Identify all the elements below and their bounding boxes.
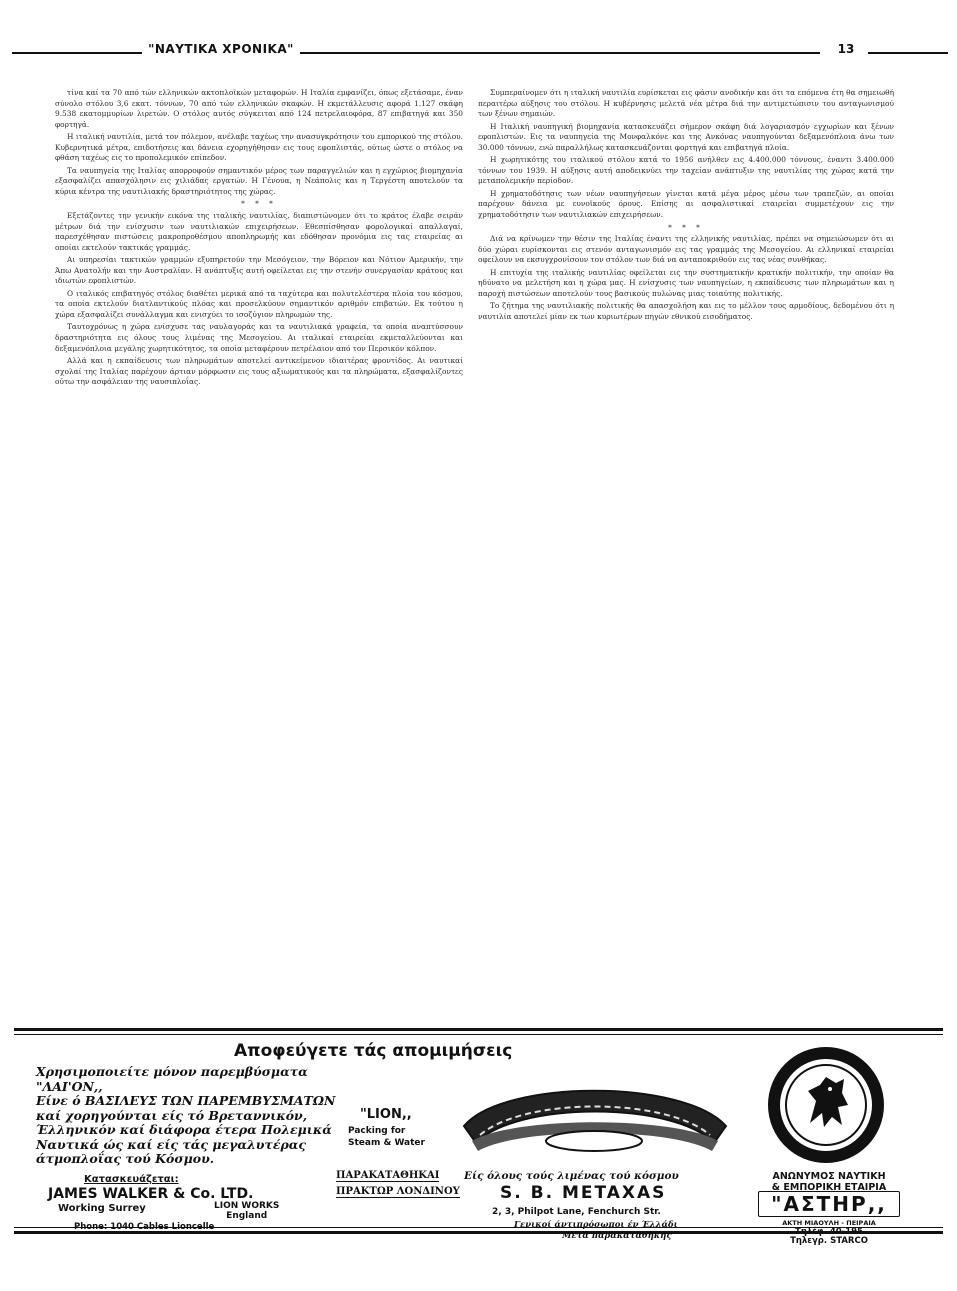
ad-works-name: LION WORKS <box>214 1201 280 1211</box>
paragraph: Η επιτυχία της ιταλικής ναυτιλίας οφείλεται εις την συστηματικήν κρατικήν πολιτικήν, την οποίαν θα ηδύνατο να μελετήση και η χώρα μας. Η ενίσχυσις των ναυπηγείων, η εκπαίδευσις των πληρωμάτων και η παροχή πιστώσεων αποτελούν τους βασικούς πυλώνας μιας τοιαύτης πολιτικής. <box>478 267 894 298</box>
ad-general-stock: Μετά παρακαταθήκης <box>562 1231 672 1241</box>
page-number: 13 <box>837 42 855 56</box>
paragraph: Ο ιταλικός επιβατηγός στόλος διαθέτει μερικά από τα ταχύτερα και πολυτελέστερα πλοία του κόσμου, τα οποία εκτελούν διατλαντικούς πλόας και προσελκύουν σημαντικόν αριθμόν επιβατών. Εκ τούτου η χώρα εξασφαλίζει συνάλλαγμα και ενισχύει το ισοζύγιον πληρωμών της. <box>55 288 463 319</box>
ad-depot-label: ΠΑΡΑΚΑΤΑΘΗΚΑΙ <box>336 1170 440 1181</box>
ad-headline: Αποφεύγετε τάς απομιμήσεις <box>234 1041 513 1061</box>
header-rule <box>868 52 948 54</box>
article-column-left <box>55 88 463 1013</box>
ad-company-address: ΑΚΤΗ ΜΙΑΟΥΛΗ - ΠΕΙΡΑΙΑ <box>782 1219 876 1227</box>
header-rule <box>12 52 142 54</box>
paragraph: Διά να κρίνωμεν την θέσιν της Ιταλίας έναντι της ελληνικής ναυτιλίας, πρέπει να σημειώσωμεν ότι αι δύο χώραι ευρίσκονται εις στενόν ανταγωνισμόν εις τας γραμμάς της Μεσογείου. Αι ελληνικαί εταιρείαι οφείλουν να εκσυγχρονίσουν τον στόλον των διά να ανταποκριθούν εις τας νέας συνθήκας. <box>478 234 894 265</box>
section-separator: * * * <box>241 199 277 209</box>
ad-brand: "LION,, <box>360 1107 412 1122</box>
paragraph: Η χρηματοδότησις των νέων ναυπηγήσεων γίνεται κατά μέγα μέρος μέσω των τραπεζών, αι οποίαι παρέχουν δάνεια με ευνοϊκούς όρους. Επίσης αι ασφαλιστικαί εταιρείαι συμμετέχουν εις την χρηματοδότησιν των ναυτιλιακών επιχειρήσεων. <box>478 188 894 220</box>
paragraph: Ταυτοχρόνως η χώρα ενίσχυσε τας ναυλαγοράς και τα ναυτιλιακά γραφεία, τα οποία αναπτύσσουν δραστηριότητα εις όλους τους λιμένας της Μεσογείου. Αι ιταλικαί εταιρείαι εκμεταλλεύονται και δεξαμενόπλοια μεγάλης χωρητικότητος, τα οποία μεταφέρουν πετρέλαιον από τον Περσικόν κόλπον. <box>55 322 463 353</box>
newspaper-title: "ΝΑΥΤΙΚΑ ΧΡΟΝΙΚΑ" <box>148 42 294 56</box>
ad-packing-line: Steam & Water <box>348 1138 425 1148</box>
lion-brand-badge <box>764 1043 888 1167</box>
page-header <box>0 38 957 72</box>
ad-phone: Phone: 1040 Cables Lioncelle <box>74 1222 215 1232</box>
ad-border <box>14 1034 943 1035</box>
ad-general-agents: Γενικοί άντιπρόσωποι έν Έλλάδι <box>514 1220 678 1230</box>
ad-product-text <box>36 1065 336 1167</box>
packing-ring-illustration <box>444 1071 744 1161</box>
paragraph: Αλλά και η εκπαίδευσις των πληρωμάτων αποτελεί αντικείμενον ιδιαιτέρας φροντίδος. Αι ναυτικαί σχολαί της Ιταλίας παρέχουν άρτιαν μόρφωσιν εις τους αξιωματικούς και τα πληρώματα, εξασφαλίζοντες ούτω την ασφάλειαν της ναυσιπλοΐας. <box>55 356 463 387</box>
advertisement <box>14 1028 943 1246</box>
article-column-right <box>478 88 894 1013</box>
ad-company-line: & ΕΜΠΟΡΙΚΗ ΕΤΑΙΡΙΑ <box>771 1182 887 1193</box>
ad-works-country: England <box>226 1211 268 1221</box>
paragraph: Η Ιταλική ναυπηγική βιομηχανία κατασκευάζει σήμερον σκάφη διά λογαριασμόν εγχωρίων και ξένων εφοπλιστών. Εις τα ναυπηγεία της Μονφαλκόνε και της Ανκόνας ναυπηγούνται δεξαμενόπλοια άνω των 30.000 τόννων, ενώ παραλλήλως κατασκευάζονται φορτηγά και επιβατηγά πλοία. <box>478 121 894 152</box>
ad-company-name: "ΑΣΤΗΡ,, <box>758 1191 900 1217</box>
ad-company <box>734 1171 924 1193</box>
ad-ports: Είς όλους τούς λιμένας τού κόσμου <box>464 1170 679 1182</box>
ad-packing <box>348 1125 425 1149</box>
ad-packing-line: Packing for <box>348 1126 406 1136</box>
paragraph: Η χωρητικότης του ιταλικού στόλου κατά το 1956 ανήλθεν εις 4.400.000 τόννους, έναντι 3.400.000 τόννων του 1939. Η αύξησις αυτή αποδεικνύει την ταχείαν ανάπτυξιν της ναυτιλίας της χώρας κατά την μεταπολεμικήν περίοδον. <box>478 155 894 186</box>
section-separator: * * * <box>668 222 704 232</box>
ad-use-line: Χρησιμοποιείτε μόνον παρεμβύσματα "ΛΑΙ'ΟΝ,, <box>36 1064 308 1094</box>
ad-maker: JAMES WALKER & Co. LTD. <box>48 1186 254 1202</box>
ad-maker-location: Working Surrey <box>58 1203 146 1214</box>
paragraph: Συμπεραίνομεν ότι η ιταλική ναυτιλία ευρίσκεται εις φάσιν ανοδικήν και ότι τα επόμενα έτη θα σημειωθή περαιτέρω αύξησις του στόλου. Η κυβέρνησις μελετά νέα μέτρα διά την αντιμετώπισιν του ανταγωνισμού των ξένων σημαιών. <box>478 88 894 119</box>
ad-company-telegram: Τηλεγρ. STARCO <box>790 1236 868 1246</box>
ad-border <box>14 1227 943 1228</box>
ad-claim: Είνε ό ΒΑΣΙΛΕΥΣ ΤΩΝ ΠΑΡΕΜΒΥΣΜΑΤΩΝ καί χορηγούνται είς τό Βρεταννικόν, Έλληνικόν καί διάφορα έτερα Πολεμικά Ναυτικά ώς καί είς τάς μεγαλυτέρας άτμοπλοΐας τού Κόσμου. <box>36 1093 336 1166</box>
header-rule <box>300 52 820 54</box>
paragraph: τίνα καί τα 70 από τών ελληνικών ακτοπλοϊκών μεταφορών. Η Ιταλία εμφανίζει, όπως εξετάσαμε, έναν σύνολο στόλου 3,6 εκατ. τόννων, 70 από τών ελληνικών σκαφών. Η εκμετάλλευσις αφορά 1.127 σκάφη 9.538 εκατομμυρίων λιρετών. Ο στόλος αυτός σύγκειται από 124 πετρελαιοφόρα, 87 επιβατηγά και 350 φορτηγά. <box>55 88 463 129</box>
ad-agents-label: ΠΡΑΚΤΩΡ ΛΟΝΔΙΝΟΥ <box>336 1186 460 1197</box>
ad-works <box>214 1201 279 1221</box>
paragraph: Αι υπηρεσίαι τακτικών γραμμών εξυπηρετούν την Μεσόγειον, την Βόρειον και Νότιον Αμερικήν, την Άπω Ανατολήν και την Αυστραλίαν. Η ανάπτυξις αυτή οφείλεται εις την στενήν συνεργασίαν κράτους και ιδιωτών εφοπλιστών. <box>55 255 463 286</box>
paragraph: Εξετάζοντες την γενικήν εικόνα της ιταλικής ναυτιλίας, διαπιστώνομεν ότι το κράτος έλαβε σειράν μέτρων διά την ενίσχυσιν των ναυτιλιακών επιχειρήσεων. Εθεσπίσθησαν φορολογικαί απαλλαγαί, παρεσχέθησαν πιστώσεις μακροπροθέσμου αποπληρωμής και εδόθησαν προνόμια εις τας εταιρείας αι οποίαι εκτελούν τακτικάς γραμμάς. <box>55 211 463 252</box>
ad-manufactured-label: Κατασκευάζεται: <box>84 1174 179 1185</box>
ad-agent-name: S. B. METAXAS <box>500 1183 667 1203</box>
paragraph: Τα ναυπηγεία της Ιταλίας απορροφούν σημαντικόν μέρος των παραγγελιών και η εγχώριος βιομηχανία εξασφαλίζει απασχόλησιν εις χιλιάδας εργατών. Η Γένουα, η Νεάπολις και η Τεργέστη αποτελούν τα κύρια κέντρα της ναυτιλιακής δραστηριότητος της χώρας. <box>55 165 463 196</box>
paragraph: Η ιταλική ναυτιλία, μετά τον πόλεμον, ανέλαβε ταχέως την ανασυγκρότησιν του εμπορικού της στόλου. Κυβερνητικά μέτρα, επιδοτήσεις και δάνεια εχορηγήθησαν εις τους εφοπλιστάς, ούτως ώστε ο στόλος να φθάση ταχέως εις το προπολεμικόν επίπεδον. <box>55 132 463 163</box>
paragraph: Το ζήτημα της ναυτιλιακής πολιτικής θα απασχολήση και εις το μέλλον τους αρμοδίους, δεδομένου ότι η ναυτιλία αποτελεί μίαν εκ των κυριωτέρων πηγών εθνικού εισοδήματος. <box>478 301 894 321</box>
ad-company-contact <box>754 1228 904 1246</box>
ad-company-phone: Τηλέφ. 40-195 <box>795 1227 863 1237</box>
ad-company-line: ΑΝΩΝΥΜΟΣ ΝΑΥΤΙΚΗ <box>772 1171 886 1182</box>
ad-agent-address: 2, 3, Philpot Lane, Fenchurch Str. <box>492 1207 661 1217</box>
